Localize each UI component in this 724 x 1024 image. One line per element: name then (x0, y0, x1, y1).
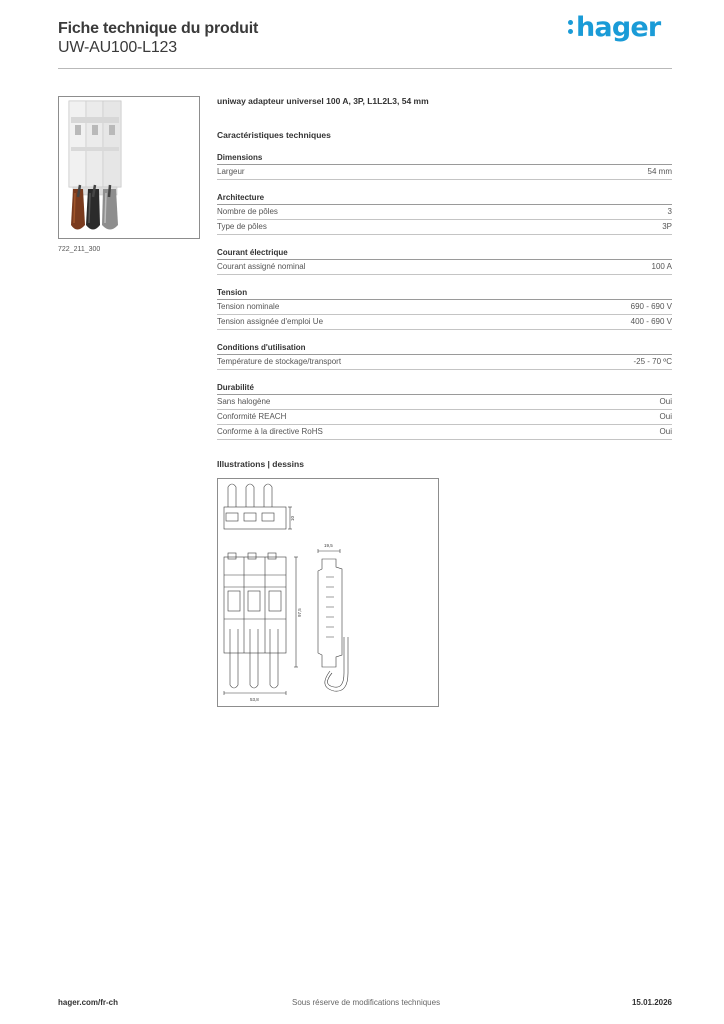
spec-label: Sans halogène (217, 397, 271, 406)
spec-row (217, 220, 672, 235)
spec-label: Conformité REACH (217, 412, 287, 421)
spec-group-title: Courant électrique (217, 246, 672, 260)
spec-row (217, 300, 672, 315)
spec-value: Oui (659, 427, 672, 436)
footer-website: hager.com/fr-ch (58, 998, 119, 1007)
spec-group-title: Architecture (217, 191, 672, 205)
spec-row (217, 425, 672, 440)
technical-drawing (217, 478, 439, 707)
spec-row (217, 355, 672, 370)
spec-value: 400 - 690 V (630, 317, 672, 326)
spec-group-architecture (217, 191, 672, 235)
spec-row (217, 395, 672, 410)
header-divider (58, 68, 672, 69)
spec-label: Température de stockage/transport (217, 357, 342, 366)
product-photo-illustration (59, 97, 199, 238)
dimension-width-label: 53,8 (250, 697, 259, 702)
spec-value: -25 - 70 ºC (633, 357, 672, 366)
spec-label: Courant assigné nominal (217, 262, 306, 271)
dimension-height-label: 97,5 (297, 608, 302, 617)
spec-label: Largeur (217, 167, 245, 176)
spec-value: 100 A (651, 262, 672, 271)
spec-group-title: Durabilité (217, 381, 672, 395)
photo-code: 722_211_300 (58, 246, 101, 253)
product-photo (58, 96, 200, 239)
spec-value: 3 (667, 207, 672, 216)
document-header (58, 20, 258, 57)
spec-group-title: Tension (217, 286, 672, 300)
spec-value: Oui (659, 397, 672, 406)
illustrations-title: Illustrations | dessins (217, 459, 304, 469)
footer-date: 15.01.2026 (631, 998, 672, 1007)
footer-disclaimer: Sous réserve de modifications techniques (292, 998, 441, 1007)
spec-group-dimensions (217, 151, 672, 180)
spec-label: Nombre de pôles (217, 207, 278, 216)
product-reference: UW-AU100-L123 (58, 39, 177, 56)
spec-label: Conforme à la directive RoHS (217, 427, 323, 436)
spec-value: 54 mm (647, 167, 672, 176)
specs-section-title: Caractéristiques techniques (217, 130, 331, 140)
spec-group-conditions (217, 341, 672, 370)
spec-row (217, 410, 672, 425)
logo-dots-icon (568, 17, 574, 35)
document-title: Fiche technique du produit (58, 20, 259, 37)
spec-group-title: Conditions d'utilisation (217, 341, 672, 355)
spec-group-durability (217, 381, 672, 440)
logo-text: hager (576, 12, 661, 43)
dimension-depth-label: 19,5 (324, 543, 333, 548)
spec-value: 3P (662, 222, 672, 231)
spec-row (217, 315, 672, 330)
spec-group-voltage (217, 286, 672, 330)
spec-row (217, 205, 672, 220)
spec-label: Type de pôles (217, 222, 267, 231)
technical-drawing-illustration (218, 479, 438, 706)
spec-label: Tension assignée d'emploi Ue (217, 317, 324, 326)
hager-logo (568, 12, 660, 43)
spec-value: 690 - 690 V (630, 302, 672, 311)
spec-row (217, 260, 672, 275)
spec-group-title: Dimensions (217, 151, 672, 165)
product-specifications (217, 96, 672, 440)
product-description: uniway adapteur universel 100 A, 3P, L1L2L3, 54 mm (217, 96, 429, 106)
spec-row (217, 165, 672, 180)
spec-label: Tension nominale (217, 302, 280, 311)
spec-value: Oui (659, 412, 672, 421)
dimension-top-label: 10 (290, 515, 295, 521)
spec-group-current (217, 246, 672, 275)
